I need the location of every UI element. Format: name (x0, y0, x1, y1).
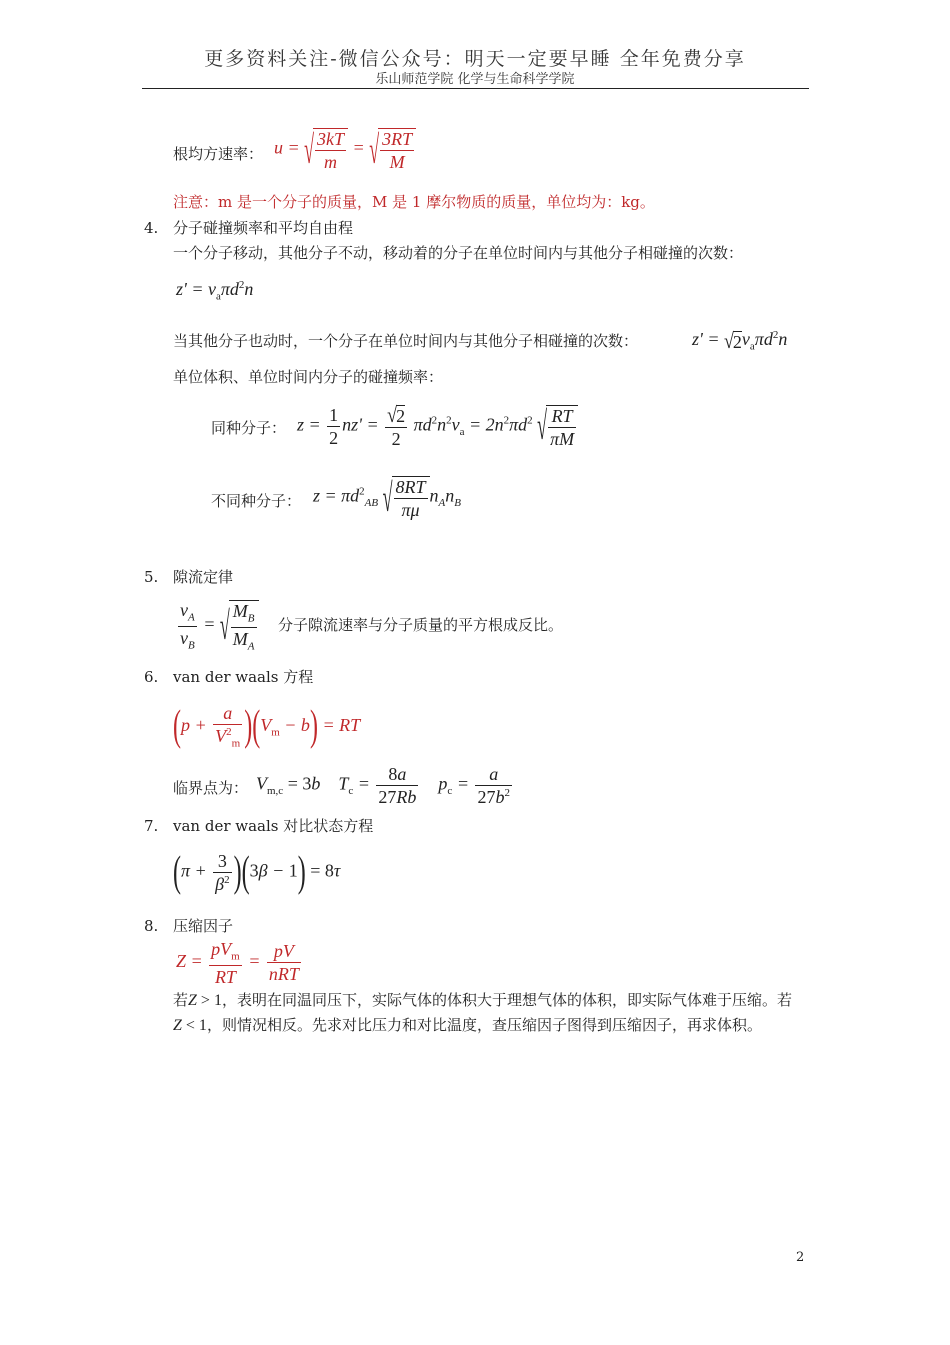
section-6-number: 6. (144, 668, 159, 686)
same-molecule-label: 同种分子： (211, 419, 287, 437)
section-7-title: van der waals 对比状态方程 (173, 817, 374, 835)
formula-critical-point: $V_{m,c} = 3b$ $T_c$ = $\frac{8a}{27Rb}$ $p_c$ = $\frac{a}{27b^2}$ (256, 764, 510, 807)
critical-point-label: 临界点为： (173, 779, 249, 797)
header-banner: 更多资料关注-微信公众号：明天一定要早睡 全年免费分享 (204, 48, 746, 70)
page-number: 2 (796, 1250, 805, 1265)
section-8-title: 压缩因子 (173, 917, 234, 935)
formula-z-prime-moving: $z' = √2v_a\pi d^2n$ (692, 329, 788, 354)
section-4-line3: 单位体积、单位时间内分子的碰撞频率： (173, 368, 444, 386)
formula-effusion: $\frac{v_A}{v_B}$ = √ $\frac{M_B}{M_A}$ (176, 600, 259, 652)
section-4-line2: 当其他分子也动时，一个分子在单位时间内与其他分子相碰撞的次数： (173, 332, 639, 350)
effusion-description: 分子隙流速率与分子质量的平方根成反比。 (278, 616, 564, 634)
mass-note: 注意：m 是一个分子的质量，M 是 1 摩尔物质的质量，单位均为：kg。 (173, 193, 655, 211)
section-4-number: 4. (144, 219, 159, 237)
section-7-number: 7. (144, 817, 159, 835)
formula-compressibility: Z = $\frac{pV_m}{RT}$ = $\frac{pV}{\text{nRT}}$ (176, 939, 299, 987)
header-rule (142, 88, 809, 89)
formula-same-molecule: z = $\frac{1}{2}$ nz' = $\frac{√2}{2}$ $\pi d^2n^2v_a = 2n^2\pi d^2$ √ $\frac{RT}{\pi M}$ (297, 404, 578, 448)
rms-formula: u = √ $\frac{3kT}{m}$ = √ $\frac{3RT}{M}$ (274, 128, 416, 171)
section-4-title: 分子碰撞频率和平均自由程 (173, 219, 354, 237)
formula-van-der-waals: (p + $\frac{a}{V^2_m}$ )$(V_m - b)$ = RT (173, 703, 361, 751)
rms-label: 根均方速率： (173, 145, 264, 163)
section-4-line1: 一个分子移动，其他分子不动，移动着的分子在单位时间内与其他分子相碰撞的次数： (173, 244, 744, 262)
formula-z-prime: $z' = v_a\pi d^2n$ (176, 279, 254, 303)
header-subtitle: 乐山师范学院 化学与生命科学学院 (375, 72, 575, 87)
section-5-title: 隙流定律 (173, 568, 234, 586)
section-5-number: 5. (144, 568, 159, 586)
section-6-title: van der waals 方程 (173, 668, 314, 686)
section-8-number: 8. (144, 917, 159, 935)
different-molecule-label: 不同种分子： (211, 492, 302, 510)
formula-reduced-state: (π + $\frac{3}{\beta^2}$ )(3β − 1) = 8τ (173, 849, 341, 896)
compressibility-explanation: 若Z > 1，表明在同温同压下，实际气体的体积大于理想气体的体积，即实际气体难于压缩。若Z < 1，则情况相反。先求对比压力和对比温度，查压缩因子图得到压缩因子，再求体积。 (173, 991, 792, 1034)
formula-different-molecule: $z = \pi d^2_{AB}$ √ $\frac{8RT}{\pi\mu}$ $n_An_B$ (313, 475, 461, 520)
